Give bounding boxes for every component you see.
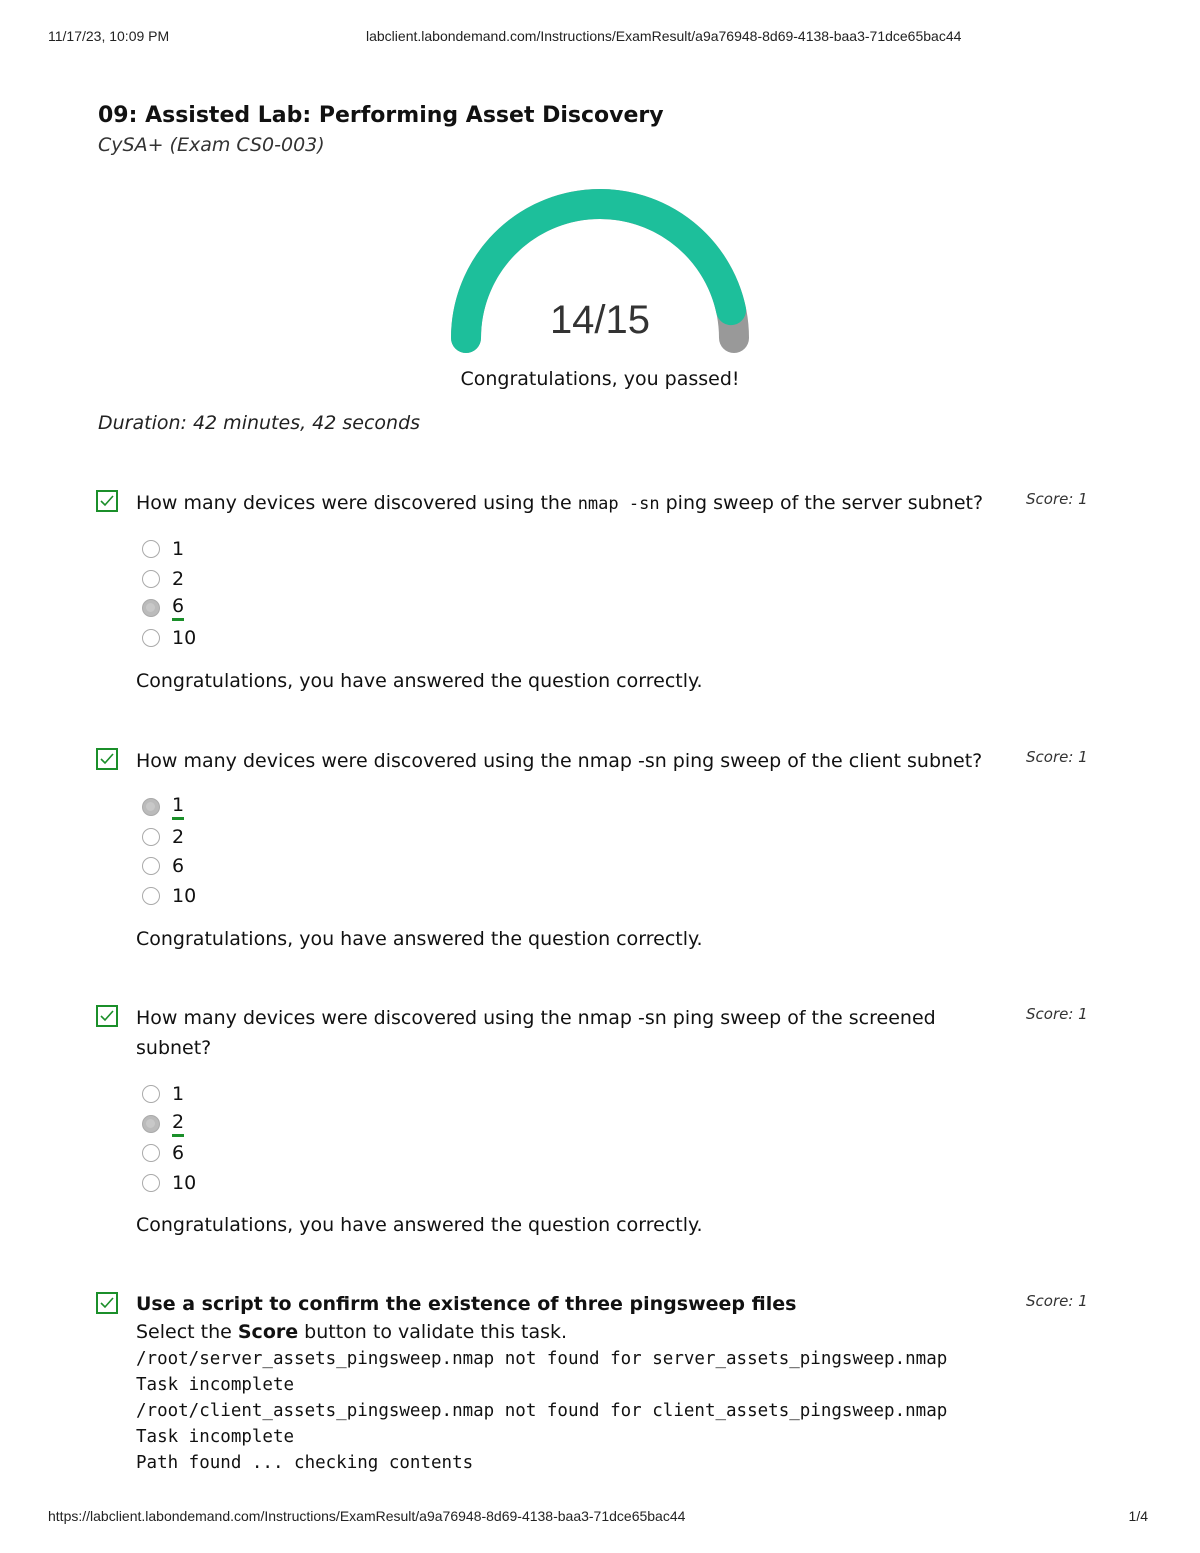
option-label: 2	[172, 1111, 184, 1137]
task-instruction: Select the Score button to validate this task.	[136, 1321, 568, 1343]
question-text: How many devices were discovered using the nmap -sn ping sweep of the server subnet?	[136, 492, 984, 514]
option-label: 10	[172, 626, 197, 649]
answer-feedback: Congratulations, you have answered the question correctly.	[136, 1214, 703, 1236]
radio-button[interactable]	[142, 1115, 160, 1133]
radio-button[interactable]	[142, 798, 160, 816]
correct-check-icon	[96, 1292, 118, 1314]
task-score: Score: 1	[1026, 1292, 1088, 1310]
option-label: 2	[172, 825, 185, 848]
score-button-ref: Score	[237, 1321, 299, 1343]
task-output-line: Task incomplete	[136, 1375, 295, 1395]
task-output-line: /root/client_assets_pingsweep.nmap not found for client_assets_pingsweep.nmap	[136, 1401, 948, 1421]
option-label: 6	[172, 595, 184, 621]
option-label: 2	[172, 567, 185, 590]
answer-feedback: Congratulations, you have answered the question correctly.	[136, 928, 703, 950]
question-text: How many devices were discovered using the nmap -sn ping sweep of the client subnet?	[136, 750, 983, 772]
option-label: 6	[172, 855, 185, 877]
option-label: 1	[172, 1083, 185, 1105]
page-number: 1/4	[1128, 1508, 1148, 1524]
option-label: 10	[172, 884, 197, 907]
footer-url: https://labclient.labondemand.com/Instructions/ExamResult/a9a76948-8d69-4138-baa3-71dce65bac44	[48, 1508, 686, 1524]
radio-button[interactable]	[142, 540, 160, 558]
option-label: 6	[172, 1142, 185, 1164]
option-label: 1	[172, 794, 184, 820]
task-body	[136, 1290, 1096, 1476]
radio-button[interactable]	[142, 887, 160, 905]
score-value: 14/15	[549, 298, 651, 342]
correct-check-icon	[96, 490, 118, 512]
task-output-line: /root/server_assets_pingsweep.nmap not found for server_assets_pingsweep.nmap	[136, 1349, 948, 1369]
radio-button[interactable]	[142, 1174, 160, 1192]
correct-check-icon	[96, 1005, 118, 1027]
task-output-line: Path found ... checking contents	[136, 1453, 474, 1473]
inline-code: nmap -sn	[577, 494, 660, 514]
question-score: Score: 1	[1026, 1005, 1088, 1023]
page-title: 09: Assisted Lab: Performing Asset Discovery	[98, 103, 664, 128]
option-label: 1	[172, 538, 185, 560]
duration: Duration: 42 minutes, 42 seconds	[98, 412, 421, 434]
option-label: 10	[172, 1171, 197, 1194]
radio-button[interactable]	[142, 570, 160, 588]
radio-button[interactable]	[142, 857, 160, 875]
print-datetime: 11/17/23, 10:09 PM	[48, 28, 170, 44]
question-text: How many devices were discovered using the nmap -sn ping sweep of the screened subnet?	[136, 1007, 936, 1059]
question-score: Score: 1	[1026, 490, 1088, 508]
page-subtitle: CySA+ (Exam CS0-003)	[98, 134, 325, 156]
radio-button[interactable]	[142, 599, 160, 617]
answer-feedback: Congratulations, you have answered the question correctly.	[136, 670, 703, 692]
question-score: Score: 1	[1026, 748, 1088, 766]
print-url: labclient.labondemand.com/Instructions/ExamResult/a9a76948-8d69-4138-baa3-71dce65bac44	[366, 28, 962, 44]
radio-button[interactable]	[142, 1144, 160, 1162]
radio-button[interactable]	[142, 828, 160, 846]
radio-button[interactable]	[142, 629, 160, 647]
pass-message: Congratulations, you passed!	[460, 368, 740, 390]
lab-header	[98, 100, 1098, 158]
correct-check-icon	[96, 748, 118, 770]
task-output-line: Task incomplete	[136, 1427, 295, 1447]
radio-button[interactable]	[142, 1085, 160, 1103]
task-title: Use a script to confirm the existence of three pingsweep files	[136, 1293, 797, 1315]
